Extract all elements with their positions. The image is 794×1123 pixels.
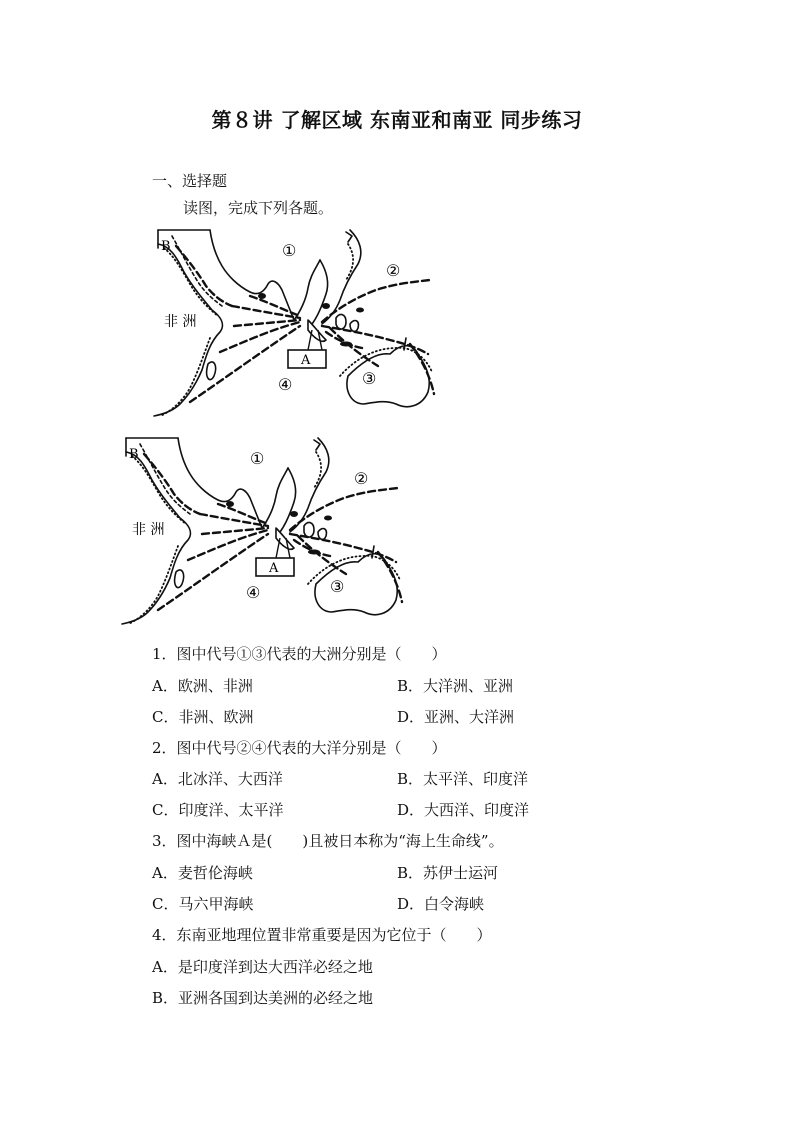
label-num-2: ② [354, 469, 369, 488]
page-title: 第８讲 了解区域 东南亚和南亚 同步练习 [211, 108, 583, 132]
question-2-option-a: A．北冰洋、大西洋 [152, 770, 283, 788]
label-strait-a: A [269, 561, 279, 576]
label-num-4: ④ [246, 583, 261, 602]
label-africa: 非 洲 [132, 522, 165, 538]
question-4-option-a: A．是印度洋到达大西洋必经之地 [152, 958, 373, 976]
question-1-option-d: D．亚洲、大洋洲 [397, 708, 515, 726]
label-b: B [129, 447, 139, 462]
question-3-option-c: C．马六甲海峡 [152, 895, 254, 913]
instruction-text: 读图，完成下列各题。 [183, 199, 334, 217]
question-4-option-b: B．亚洲各国到达美洲的必经之地 [152, 989, 374, 1007]
label-num-3: ③ [362, 369, 377, 388]
question-2-option-b: B．太平洋、印度洋 [397, 770, 529, 788]
map-figure-2 [118, 434, 408, 626]
label-num-1: ① [282, 241, 297, 260]
question-3-stem: 3．图中海峡Ａ是( )且被日本称为“海上生命线”。 [152, 832, 504, 850]
question-1-stem: 1．图中代号①③代表的大洲分别是（ ） [152, 645, 447, 663]
label-africa: 非 洲 [164, 314, 197, 330]
question-3-option-d: D．白令海峡 [397, 895, 485, 913]
map-drawing-1 [150, 226, 440, 418]
label-num-1: ① [250, 449, 265, 468]
map-drawing-2 [118, 434, 408, 626]
question-1-option-b: B．大洋洲、亚洲 [397, 677, 514, 695]
question-4-stem: 4．东南亚地理位置非常重要是因为它位于（ ） [152, 926, 492, 944]
label-num-3: ③ [330, 577, 345, 596]
map-figure-1 [150, 226, 440, 418]
question-2-option-c: C．印度洋、太平洋 [152, 801, 284, 819]
question-1-option-c: C．非洲、欧洲 [152, 708, 254, 726]
question-1-option-a: A．欧洲、非洲 [152, 677, 253, 695]
question-2-option-d: D．大西洋、印度洋 [397, 801, 530, 819]
question-3-option-a: A．麦哲伦海峡 [152, 864, 253, 882]
label-strait-a: A [301, 353, 311, 368]
question-3-option-b: B．苏伊士运河 [397, 864, 499, 882]
label-b: B [161, 239, 171, 254]
question-2-stem: 2．图中代号②④代表的大洋分别是（ ） [152, 739, 447, 757]
label-num-4: ④ [278, 375, 293, 394]
section-heading: 一、选择题 [152, 172, 228, 190]
label-num-2: ② [386, 261, 401, 280]
